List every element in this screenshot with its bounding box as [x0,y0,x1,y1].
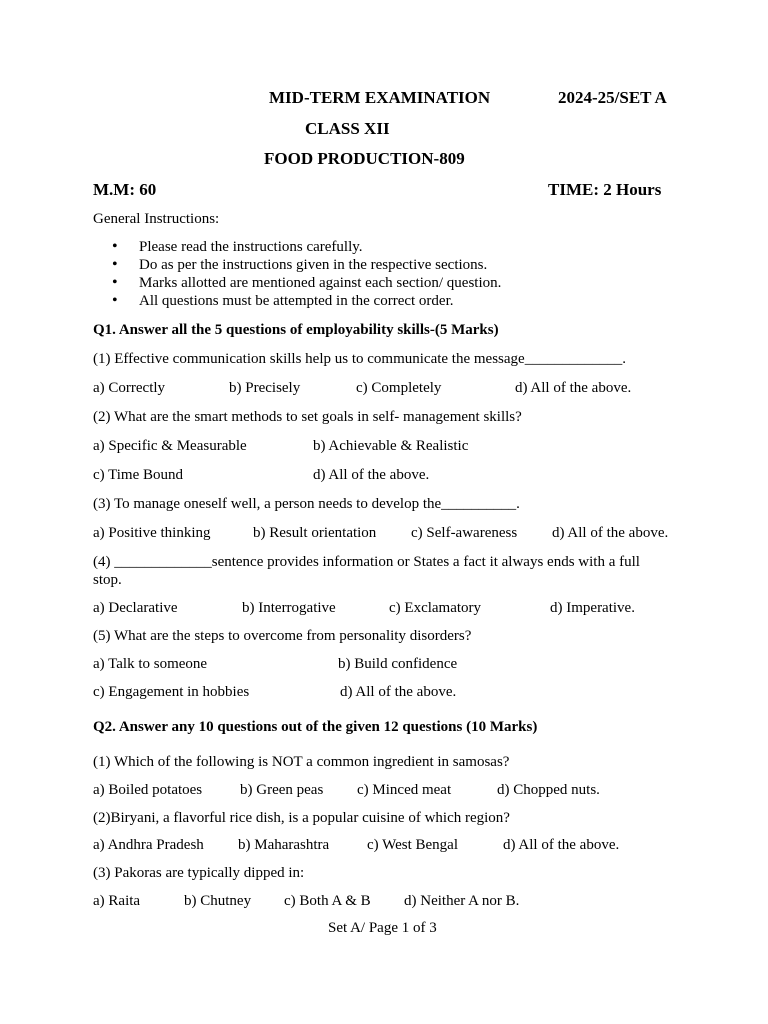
option: d) All of the above. [515,380,632,396]
question-text: (1) Which of the following is NOT a common ingredient in samosas? [93,754,510,770]
max-marks: M.M: 60 [93,180,157,199]
question-text: (4) _____________sentence provides information or States a fact it always ends with a full [93,554,640,570]
option: b) Achievable & Realistic [313,438,469,454]
option: a) Specific & Measurable [93,438,247,454]
instruction-item: • Marks allotted are mentioned against each section/ question. [112,274,501,292]
exam-title: MID-TERM EXAMINATION [269,88,491,107]
option: c) Self-awareness [411,525,518,541]
subject-title: FOOD PRODUCTION-809 [264,149,465,168]
q2-heading: Q2. Answer any 10 questions out of the given 12 questions (10 Marks) [93,719,538,735]
exam-session: 2024-25/SET A [558,88,667,107]
option: a) Positive thinking [93,525,211,541]
option: c) Both A & B [284,893,371,909]
option: b) Precisely [229,380,301,396]
option: a) Raita [93,893,141,909]
question-text: (3) To manage oneself well, a person needs to develop the__________. [93,496,520,512]
instruction-item: • All questions must be attempted in the correct order. [112,292,501,310]
question-text: (1) Effective communication skills help us to communicate the message_____________. [93,351,626,367]
option: a) Correctly [93,380,166,396]
option: b) Interrogative [242,600,336,616]
option: d) Chopped nuts. [497,782,600,798]
question-text: (2) What are the smart methods to set goals in self- management skills? [93,409,522,425]
option: c) Exclamatory [389,600,482,616]
question-text: stop. [93,572,122,588]
option: d) All of the above. [313,467,430,483]
option: b) Green peas [240,782,324,798]
option: c) Time Bound [93,467,184,483]
option: d) Neither A nor B. [404,893,520,909]
option: b) Chutney [184,893,252,909]
option: a) Talk to someone [93,656,208,672]
question-text: (3) Pakoras are typically dipped in: [93,865,305,881]
option: d) All of the above. [552,525,669,541]
option: c) Engagement in hobbies [93,684,250,700]
option: d) Imperative. [550,600,635,616]
question-text: (5) What are the steps to overcome from personality disorders? [93,628,472,644]
option: b) Build confidence [338,656,458,672]
option: d) All of the above. [340,684,457,700]
class-title: CLASS XII [305,119,390,138]
option: a) Declarative [93,600,178,616]
q1-heading: Q1. Answer all the 5 questions of employability skills-(5 Marks) [93,322,499,338]
instruction-item: • Please read the instructions carefully. [112,238,501,256]
instruction-item: • Do as per the instructions given in the respective sections. [112,256,501,274]
option: c) Minced meat [357,782,452,798]
option: c) West Bengal [367,837,458,853]
question-text: (2)Biryani, a flavorful rice dish, is a popular cuisine of which region? [93,810,510,826]
option: a) Andhra Pradesh [93,837,204,853]
page-footer: Set A/ Page 1 of 3 [328,920,437,936]
option: a) Boiled potatoes [93,782,203,798]
exam-time: TIME: 2 Hours [548,180,662,199]
option: b) Maharashtra [238,837,330,853]
option: d) All of the above. [503,837,620,853]
option: c) Completely [356,380,442,396]
instructions-heading: General Instructions: [93,211,220,227]
instructions-list [112,238,501,310]
option: b) Result orientation [253,525,377,541]
